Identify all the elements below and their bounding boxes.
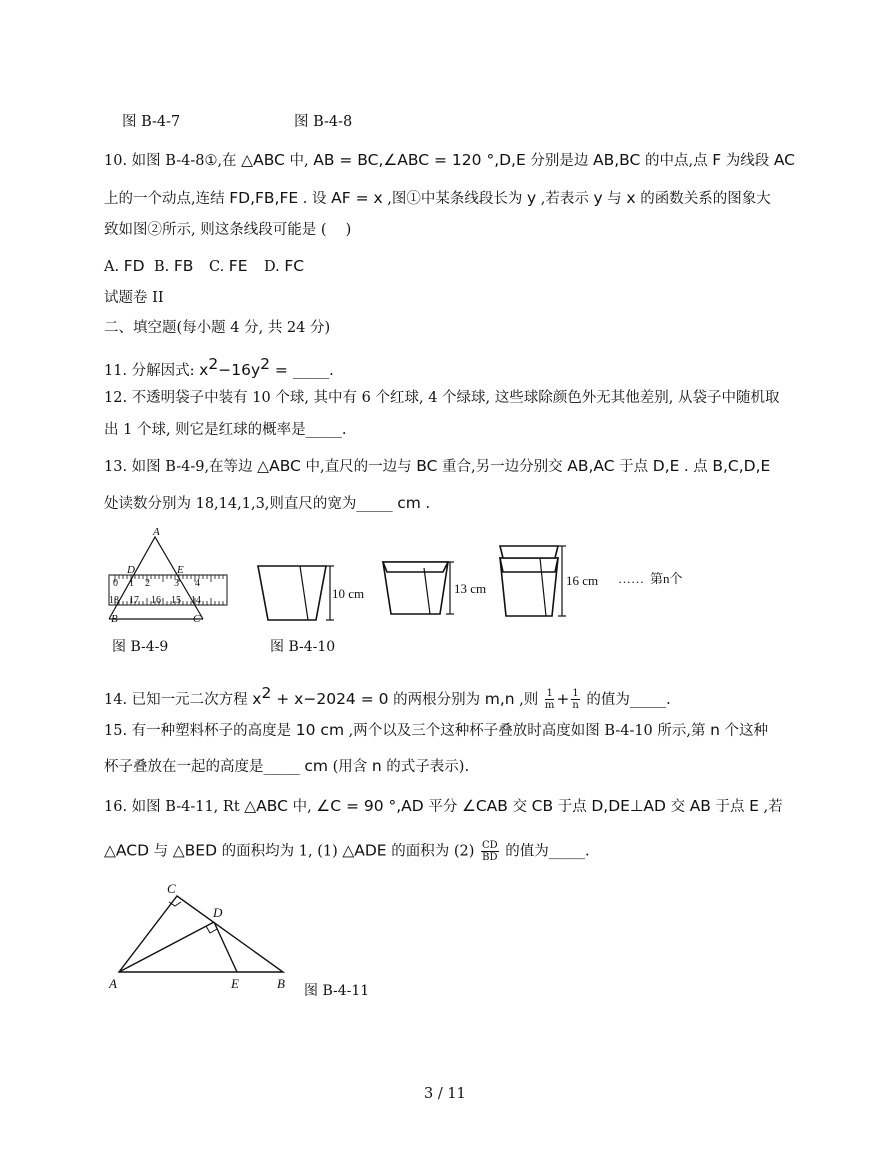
tick-0: 0 [113, 578, 118, 589]
tick-18: 18 [109, 595, 119, 606]
figure-b-4-11 [105, 880, 305, 995]
question-10-line-1: 10. 如图 B-4-8①,在 △ABC 中, AB = BC,∠ABC = 120 °,D,E 分别是边 AB,BC 的中点,点 F 为线段 AC [104, 151, 795, 169]
question-12-line-1: 12. 不透明袋子中装有 10 个球, 其中有 6 个红球, 4 个绿球, 这些球除颜色外无其他差别, 从袋子中随机取 [104, 390, 780, 406]
cup-stack-2-top [383, 562, 448, 572]
figure-caption-b-4-10: 图 B-4-10 [270, 639, 336, 655]
point-d-label: D [213, 905, 223, 920]
tick-2: 2 [145, 578, 150, 589]
tick-15: 15 [171, 595, 181, 606]
height-label-10cm: 10 cm [332, 586, 365, 601]
cup-stack-3-middle [500, 558, 558, 572]
point-c-label: C [167, 881, 176, 896]
section-2-heading: 二、填空题(每小题 4 分, 共 24 分) [104, 320, 331, 336]
option-d: D. FC [264, 257, 305, 275]
question-16-line-2: △ACD 与 △BED 的面积均为 1, (1) △ADE 的面积为 (2) $\frac{CD}{BD}$ 的值为_____. [104, 840, 590, 863]
question-13-line-1: 13. 如图 B-4-9,在等边 △ABC 中,直尺的一边与 BC 重合,另一边分别交 AB,AC 于点 D,E . 点 B,C,D,E [104, 457, 771, 475]
cup-stack-3-top [500, 546, 558, 558]
tick-3: 3 [174, 578, 179, 589]
tick-4: 4 [195, 578, 200, 589]
point-c-label: C [193, 613, 201, 625]
figure-caption-b-4-7: 图 B-4-7 [122, 114, 181, 130]
question-14: 14. 已知一元二次方程 $x^2 + x-2024 = 0$ 的两根分别为 m,n ,则 $\frac{1}{m}$ + $\frac{1}{n}$ 的值为_____. [104, 684, 671, 712]
triangle-abc [119, 896, 283, 972]
right-angle-d [206, 926, 217, 933]
tick-17: 17 [129, 595, 139, 606]
point-e-label: E [231, 976, 239, 991]
question-10-line-2: 上的一个动点,连结 FD,FB,FE . 设 AF = x ,图①中某条线段长为 y ,若表示 y 与 x 的函数关系的图象大 [104, 189, 771, 207]
option-a: A. FD [104, 257, 145, 275]
question-12-line-2: 出 1 个球, 则它是红球的概率是_____. [104, 422, 347, 438]
ellipsis: …… [618, 571, 644, 586]
cup-single [258, 566, 326, 620]
height-label-13cm: 13 cm [454, 581, 487, 596]
tick-14: 14 [191, 595, 201, 606]
nth-cup-label: 第n个 [650, 571, 683, 586]
option-b: B. FB [154, 257, 194, 275]
tick-1: 1 [129, 578, 134, 589]
fraction-1-over-m: $\frac{1}{m}$ [544, 688, 555, 712]
tick-16: 16 [151, 595, 161, 606]
question-13-line-2: 处读数分别为 18,14,1,3,则直尺的宽为_____ cm . [104, 494, 431, 512]
question-15-line-2: 杯子叠放在一起的高度是_____ cm (用含 n 的式子表示). [104, 757, 470, 775]
question-10-line-3: 致如图②所示, 则这条线段可能是 ( ) [104, 222, 352, 238]
point-e-label: E [177, 564, 184, 576]
question-10-options [104, 256, 314, 277]
figure-caption-b-4-8: 图 B-4-8 [294, 114, 353, 130]
question-16-line-1: 16. 如图 B-4-11, Rt △ABC 中, ∠C = 90 °,AD 平分 ∠CAB 交 CB 于点 D,DE⊥AD 交 AB 于点 E ,若 [104, 797, 783, 815]
figure-b-4-10 [250, 538, 700, 628]
option-c: C. FE [209, 257, 248, 275]
fraction-1-over-n: $\frac{1}{n}$ [572, 688, 579, 712]
paper-2-heading: 试题卷 II [104, 290, 164, 306]
fraction-cd-over-bd: $\frac{CD}{BD}$ [481, 840, 498, 863]
segment-ad [119, 922, 214, 972]
point-b-label: B [277, 976, 285, 991]
question-15-line-1: 15. 有一种塑料杯子的高度是 10 cm ,两个以及三个这种杯子叠放时高度如图 B-4-10 所示,第 n 个这种 [104, 721, 769, 739]
figure-b-4-9 [105, 525, 235, 625]
question-11: 11. 分解因式: $x^2-16y^2$ = _____. [104, 355, 334, 379]
point-b-label: B [111, 613, 118, 625]
figure-caption-b-4-11: 图 B-4-11 [304, 983, 370, 999]
point-d-label: D [127, 564, 135, 576]
segment-de [214, 922, 237, 972]
point-a-label: A [153, 526, 160, 538]
page-number: 3 / 11 [424, 1086, 466, 1102]
ruler [109, 575, 227, 605]
height-label-16cm: 16 cm [566, 573, 599, 588]
figure-caption-b-4-9: 图 B-4-9 [112, 639, 169, 655]
point-a-label: A [109, 976, 117, 991]
